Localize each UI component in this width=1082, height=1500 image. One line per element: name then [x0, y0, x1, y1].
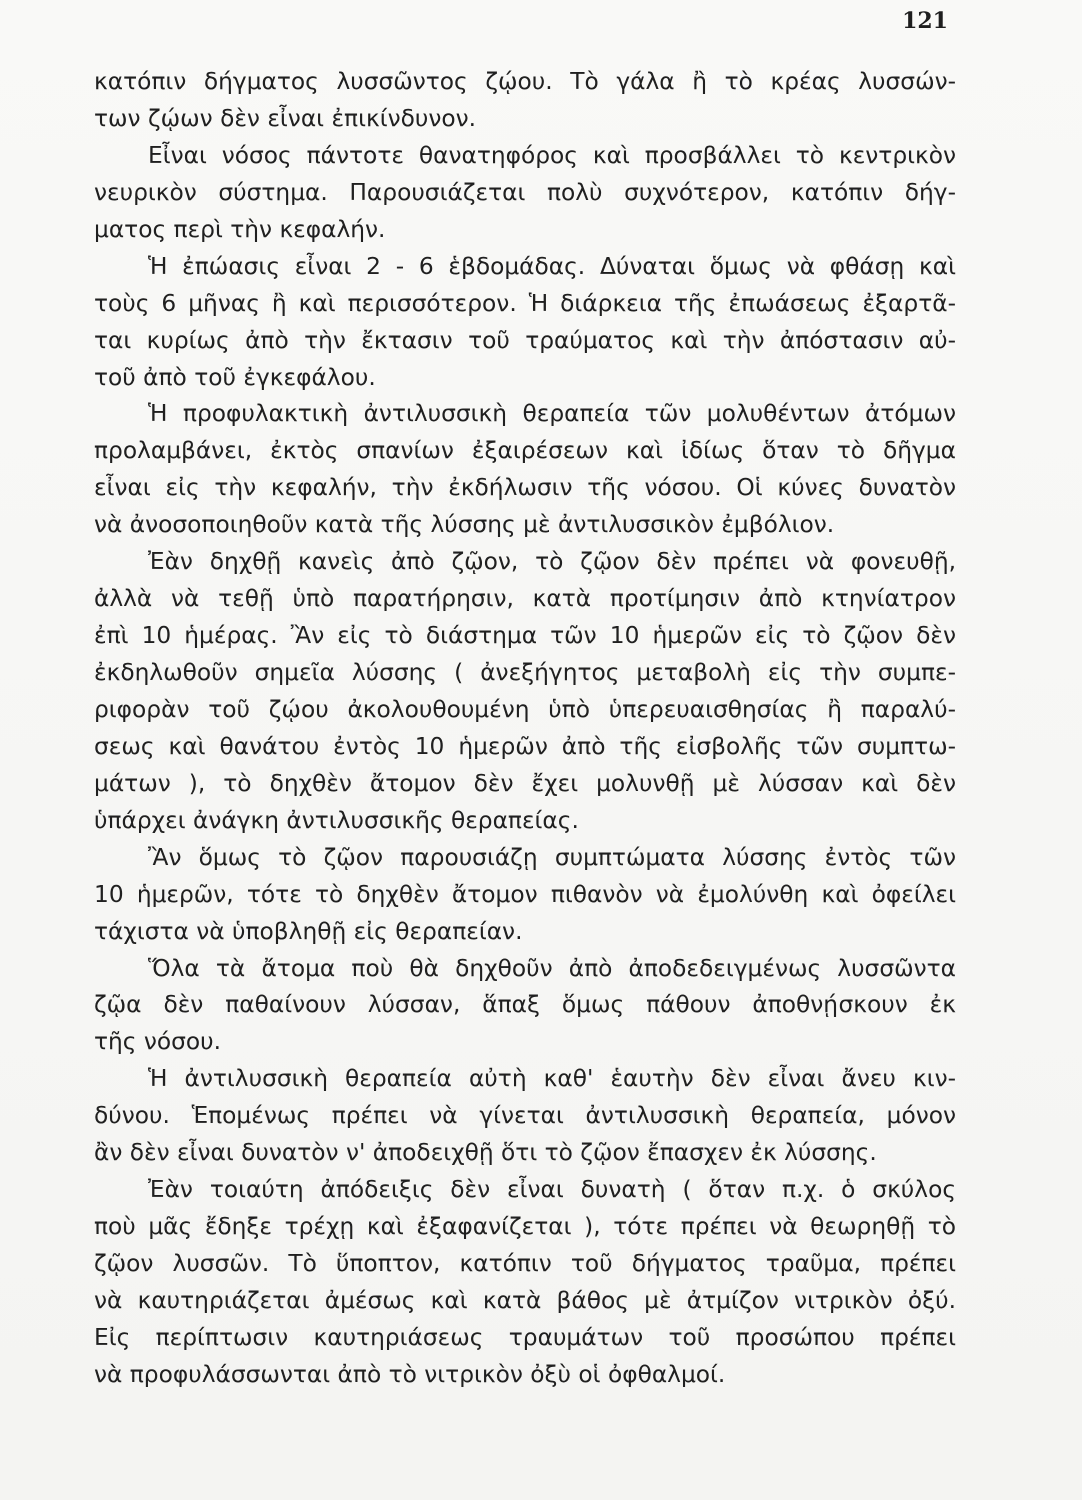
text-line: προλαμβάνει, ἐκτὸς σπανίων ἐξαιρέσεων καὶ ἰδίως ὅταν τὸ δῆγμα — [94, 437, 956, 465]
text-line: νὰ καυτηριάζεται ἀμέσως καὶ κατὰ βάθος μὲ ἀτμίζον νιτρικὸν ὀξύ. — [94, 1286, 956, 1314]
text-line: 10 ἡμερῶν, τότε τὸ δηχθὲν ἄτομον πιθανὸν νὰ ἐμολύνθη καὶ ὀφείλει — [94, 880, 956, 908]
text-line: μάτων ), τὸ δηχθὲν ἄτομον δὲν ἔχει μολυνθῇ μὲ λύσσαν καὶ δὲν — [94, 769, 956, 797]
text-line: τοῦ ἀπὸ τοῦ ἐγκεφάλου. — [94, 363, 376, 391]
text-line: Ἡ προφυλακτικὴ ἀντιλυσσικὴ θεραπεία τῶν μολυθέντων ἀτόμων — [148, 400, 956, 428]
text-line: Ὅλα τὰ ἄτομα ποὺ θὰ δηχθοῦν ἀπὸ ἀποδεδειγμένως λυσσῶντα — [148, 954, 956, 982]
text-line: νευρικὸν σύστημα. Παρουσιάζεται πολὺ συχνότερον, κατόπιν δήγ- — [94, 178, 956, 206]
text-line: ζῷα δὲν παθαίνουν λύσσαν, ἅπαξ ὅμως πάθουν ἀποθνῄσκουν ἐκ — [94, 991, 956, 1019]
text-line: ἀλλὰ νὰ τεθῇ ὑπὸ παρατήρησιν, κατὰ προτίμησιν ἀπὸ κτηνίατρον — [94, 585, 956, 613]
text-line: δύνου. Ἑπομένως πρέπει νὰ γίνεται ἀντιλυσσικὴ θεραπεία, μόνον — [94, 1102, 956, 1130]
text-line: Ἐὰν δηχθῇ κανεὶς ἀπὸ ζῷον, τὸ ζῷον δὲν πρέπει νὰ φονευθῇ, — [148, 548, 956, 576]
text-line: τάχιστα νὰ ὑποβληθῇ εἰς θεραπείαν. — [94, 917, 523, 945]
text-line: τῆς νόσου. — [94, 1028, 222, 1056]
text-line: ριφορὰν τοῦ ζῴου ἀκολουθουμένη ὑπὸ ὑπερευαισθησίας ἢ παραλύ- — [94, 695, 956, 723]
text-line: Εἶναι νόσος πάντοτε θανατηφόρος καὶ προσβάλλει τὸ κεντρικὸν — [148, 141, 956, 169]
text-line: κατόπιν δήγματος λυσσῶντος ζῴου. Τὸ γάλα ἢ τὸ κρέας λυσσών- — [94, 68, 956, 95]
text-line: Ἡ ἀντιλυσσικὴ θεραπεία αὐτὴ καθ' ἑαυτὴν δὲν εἶναι ἄνευ κιν- — [148, 1065, 956, 1093]
text-line: Ἡ ἐπώασις εἶναι 2 - 6 ἑβδομάδας. Δύναται ὅμως νὰ φθάσῃ καὶ — [148, 252, 956, 280]
text-line: Εἰς περίπτωσιν καυτηριάσεως τραυμάτων τοῦ προσώπου πρέπει — [94, 1323, 956, 1351]
text-line: Ἂν ὅμως τὸ ζῷον παρουσιάζῃ συμπτώματα λύσσης ἐντὸς τῶν — [148, 843, 956, 871]
text-line: νὰ ἀνοσοποιηθοῦν κατὰ τῆς λύσσης μὲ ἀντιλυσσικὸν ἐμβόλιον. — [94, 511, 835, 539]
text-line: ζῷον λυσσῶν. Τὸ ὕποπτον, κατόπιν τοῦ δήγματος τραῦμα, πρέπει — [94, 1250, 956, 1277]
text-line: των ζῴων δὲν εἶναι ἐπικίνδυνον. — [94, 104, 477, 132]
text-line: εἶναι εἰς τὴν κεφαλήν, τὴν ἐκδήλωσιν τῆς νόσου. Οἱ κύνες δυνατὸν — [94, 474, 956, 502]
text-line: νὰ προφυλάσσωνται ἀπὸ τὸ νιτρικὸν ὀξὺ οἱ ὀφθαλμοί. — [94, 1360, 726, 1388]
text-line: ματος περὶ τὴν κεφαλήν. — [94, 215, 386, 243]
text-line: ται κυρίως ἀπὸ τὴν ἔκτασιν τοῦ τραύματος καὶ τὴν ἀπόστασιν αὐ- — [94, 326, 956, 354]
text-line: ἐκδηλωθοῦν σημεῖα λύσσης ( ἀνεξήγητος μεταβολὴ εἰς τὴν συμπε- — [94, 659, 956, 686]
text-line: τοὺς 6 μῆνας ἢ καὶ περισσότερον. Ἡ διάρκεια τῆς ἐπωάσεως ἐξαρτᾶ- — [94, 289, 956, 317]
text-line: Ἐὰν τοιαύτη ἀπόδειξις δὲν εἶναι δυνατὴ ( ὅταν π.χ. ὁ σκύλος — [148, 1176, 956, 1204]
text-line: ὑπάρχει ἀνάγκη ἀντιλυσσικῆς θεραπείας. — [94, 806, 579, 834]
text-line: ἂν δὲν εἶναι δυνατὸν ν' ἀποδειχθῇ ὅτι τὸ ζῷον ἔπασχεν ἐκ λύσσης. — [94, 1139, 877, 1167]
page-number: 121 — [902, 8, 948, 34]
text-line: σεως καὶ θανάτου ἐντὸς 10 ἡμερῶν ἀπὸ τῆς εἰσβολῆς τῶν συμπτω- — [94, 732, 956, 760]
body-text — [94, 64, 956, 1394]
text-line: ποὺ μᾶς ἔδηξε τρέχῃ καὶ ἐξαφανίζεται ), τότε πρέπει νὰ θεωρηθῇ τὸ — [94, 1213, 956, 1241]
text-line: ἐπὶ 10 ἡμέρας. Ἂν εἰς τὸ διάστημα τῶν 10 ἡμερῶν εἰς τὸ ζῷον δὲν — [94, 622, 956, 650]
